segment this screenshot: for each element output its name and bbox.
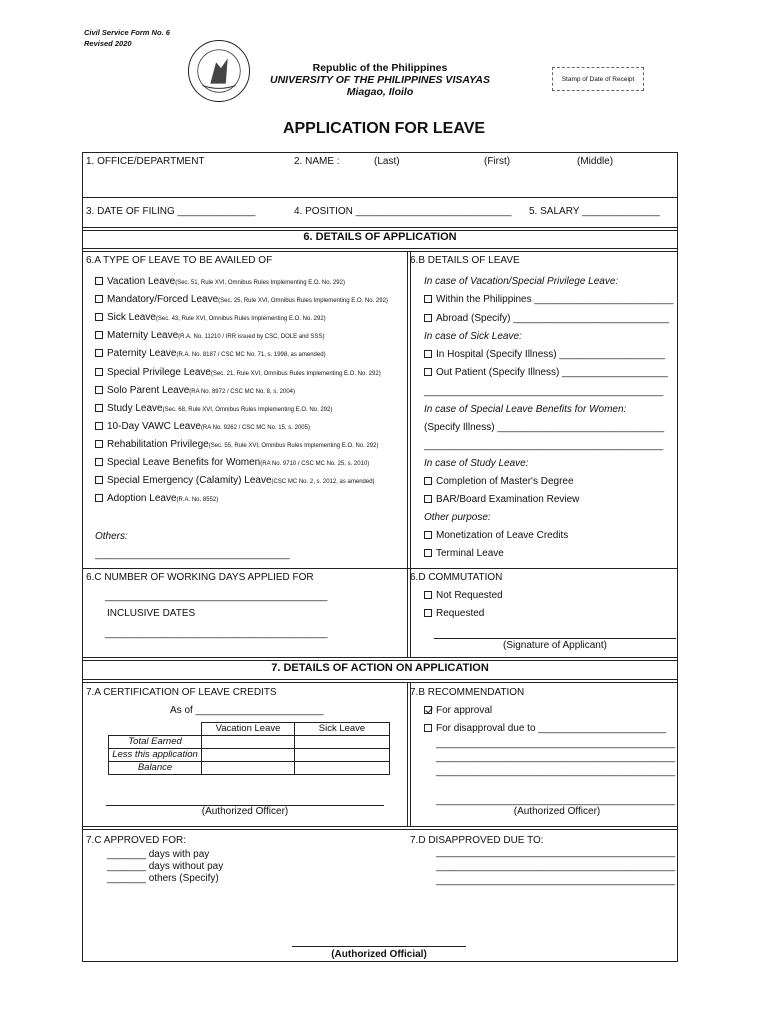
leave-type-option[interactable]: [95, 385, 295, 398]
leave-type-reference: (Sec. 55, Rule XVI, Omnibus Rules Implementing E.O. No. 292): [208, 443, 379, 449]
not-requested-checkbox[interactable]: [424, 591, 432, 599]
office-label: 1. OFFICE/DEPARTMENT: [86, 156, 205, 167]
bar-review-label: BAR/Board Examination Review: [436, 494, 580, 505]
divider: [83, 682, 677, 683]
divider: [83, 657, 677, 658]
column-divider: [407, 251, 408, 657]
in-hospital-label: In Hospital (Specify Illness) ___________________: [436, 349, 666, 360]
table-row: [109, 762, 390, 775]
section-6d-heading: 6.D COMMUTATION: [410, 572, 503, 583]
leave-type-checkbox[interactable]: [95, 494, 103, 502]
leave-type-reference: (R.A. No. 11210 / IRR issued by CSC, DOLE and SSS): [178, 334, 325, 340]
leave-type-label: Adoption Leave: [107, 493, 177, 504]
in-hospital-option[interactable]: [424, 349, 665, 361]
others-label: Others:: [95, 531, 128, 542]
leave-type-option[interactable]: [95, 330, 324, 343]
divider: [83, 829, 677, 830]
leave-type-checkbox[interactable]: [95, 404, 103, 412]
signature-label: (Signature of Applicant): [503, 640, 607, 651]
leave-type-label: Study Leave: [107, 403, 163, 414]
leave-type-checkbox[interactable]: [95, 349, 103, 357]
stamp-label: Stamp of Date of Receipt: [561, 75, 635, 83]
section-6b-heading: 6.B DETAILS OF LEAVE: [410, 255, 520, 266]
leave-type-option[interactable]: [95, 367, 381, 380]
for-disapproval-option[interactable]: [424, 723, 666, 735]
leave-type-reference: (R.A. No. 8552): [176, 497, 219, 503]
form-number: [84, 27, 170, 49]
section-6-heading: 6. DETAILS OF APPLICATION: [303, 231, 457, 243]
bar-review-option[interactable]: [424, 494, 579, 506]
balance-label: Balance: [109, 762, 202, 775]
women-illness-line[interactable]: ___________________________________________: [424, 440, 664, 451]
divider: [83, 197, 677, 198]
not-requested-label: Not Requested: [436, 590, 503, 601]
section-7b-heading: 7.B RECOMMENDATION: [410, 687, 525, 698]
leave-type-checkbox[interactable]: [95, 295, 103, 303]
leave-type-label: Special Leave Benefits for Women: [107, 457, 261, 468]
abroad-label: Abroad (Specify) ____________________________: [436, 313, 669, 324]
study-case-label: In case of Study Leave:: [424, 458, 529, 469]
table-row: [109, 736, 390, 749]
leave-type-checkbox[interactable]: [95, 386, 103, 394]
masters-option[interactable]: [424, 476, 574, 488]
for-approval-checkbox[interactable]: [424, 706, 432, 714]
vacation-case-label: In case of Vacation/Special Privilege Leave:: [424, 276, 619, 287]
section-6a-heading: 6.A TYPE OF LEAVE TO BE AVAILED OF: [86, 255, 273, 266]
disapproved-reason-line[interactable]: ___________________________________________: [436, 875, 676, 886]
leave-type-label: Special Privilege Leave: [107, 367, 211, 378]
receipt-stamp-box: [552, 67, 644, 91]
date-of-filing-field[interactable]: 3. DATE OF FILING ______________: [86, 206, 256, 217]
inclusive-dates-label: INCLUSIVE DATES: [107, 608, 196, 619]
leave-type-option[interactable]: [95, 276, 345, 289]
seal-graphic: [189, 41, 249, 101]
total-earned-sl-cell[interactable]: [295, 736, 390, 749]
leave-type-checkbox[interactable]: [95, 476, 103, 484]
monetization-label: Monetization of Leave Credits: [436, 530, 569, 541]
not-requested-option[interactable]: [424, 590, 503, 602]
leave-type-reference: (RA No. 9710 / CSC MC No. 25, s. 2010): [260, 461, 370, 467]
leave-type-reference: (Sec. 51, Rule XVI, Omnibus Rules Implementing E.O. No. 292): [175, 280, 345, 286]
leave-type-option[interactable]: [95, 421, 310, 434]
divider: [83, 826, 677, 827]
within-philippines-option[interactable]: [424, 294, 673, 306]
leave-type-reference: (RA No. 8972 / CSC MC No. 8, s. 2004): [189, 389, 295, 395]
leave-type-option[interactable]: [95, 439, 378, 452]
section-7a-heading: 7.A CERTIFICATION OF LEAVE CREDITS: [86, 687, 277, 698]
out-patient-checkbox[interactable]: [424, 368, 432, 376]
bar-review-checkbox[interactable]: [424, 495, 432, 503]
leave-type-label: Vacation Leave: [107, 276, 176, 287]
disapproval-reason-line[interactable]: ___________________________________________: [436, 738, 676, 749]
table-row: [109, 749, 390, 762]
leave-type-label: Mandatory/Forced Leave: [107, 294, 219, 305]
monetization-option[interactable]: [424, 530, 568, 542]
divider: [83, 660, 677, 661]
balance-vl-cell[interactable]: [202, 762, 295, 775]
for-approval-option[interactable]: [424, 705, 492, 717]
days-without-pay-field[interactable]: _______ days without pay: [107, 861, 224, 872]
leave-type-reference: (Sec. 43, Rule XVI, Omnibus Rules Implementing E.O. No. 292): [155, 316, 326, 322]
disapproval-reason-line[interactable]: ___________________________________________: [436, 766, 676, 777]
table-corner: [109, 723, 202, 736]
less-application-vl-cell[interactable]: [202, 749, 295, 762]
revised-text: Revised 2020: [84, 39, 132, 48]
table-header-row: [109, 723, 390, 736]
disapproved-reason-line[interactable]: ___________________________________________: [436, 847, 676, 858]
leave-type-label: Paternity Leave: [107, 348, 177, 359]
university-name: UNIVERSITY OF THE PHILIPPINES VISAYAS: [270, 74, 490, 86]
for-disapproval-checkbox[interactable]: [424, 724, 432, 732]
others-field[interactable]: ___________________________________: [95, 549, 290, 560]
abroad-checkbox[interactable]: [424, 314, 432, 322]
vacation-leave-column: Vacation Leave: [202, 723, 295, 736]
leave-type-checkbox[interactable]: [95, 422, 103, 430]
disapproved-reason-line[interactable]: ___________________________________________: [436, 861, 676, 872]
signature-line[interactable]: [434, 638, 676, 639]
name-last-label: (Last): [374, 156, 400, 167]
leave-type-reference: (Sec. 68, Rule XVI, Omnibus Rules Implementing E.O. No. 292): [162, 407, 333, 413]
leave-type-option[interactable]: [95, 475, 375, 488]
leave-type-checkbox[interactable]: [95, 331, 103, 339]
other-purpose-label: Other purpose:: [424, 512, 491, 523]
in-hospital-checkbox[interactable]: [424, 350, 432, 358]
disapproval-reason-line[interactable]: ___________________________________________: [436, 752, 676, 763]
for-disapproval-label: For disapproval due to _______________________: [436, 723, 667, 734]
terminal-leave-label: Terminal Leave: [436, 548, 504, 559]
republic-text: Republic of the Philippines: [312, 62, 448, 74]
for-approval-label: For approval: [436, 705, 493, 716]
leave-credits-table: [108, 722, 390, 775]
less-application-label: Less this application: [109, 749, 202, 762]
divider: [83, 251, 677, 252]
authorized-official-label: (Authorized Official): [331, 949, 427, 960]
leave-type-checkbox[interactable]: [95, 440, 103, 448]
section-7-heading: 7. DETAILS OF ACTION ON APPLICATION: [271, 662, 489, 674]
authorized-officer-label-7a: (Authorized Officer): [201, 806, 289, 817]
total-earned-vl-cell[interactable]: [202, 736, 295, 749]
leave-type-option[interactable]: [95, 457, 369, 470]
less-application-sl-cell[interactable]: [295, 749, 390, 762]
leave-type-label: 10-Day VAWC Leave: [107, 421, 201, 432]
terminal-leave-checkbox[interactable]: [424, 549, 432, 557]
leave-type-label: Maternity Leave: [107, 330, 179, 341]
name-label: 2. NAME :: [294, 156, 340, 167]
women-illness-field[interactable]: (Specify Illness) ______________________________: [424, 422, 665, 433]
leave-type-reference: (Sec. 25, Rule XVI, Omnibus Rules Implementing E.O. No. 292): [218, 298, 388, 304]
abroad-option[interactable]: [424, 313, 669, 325]
leave-type-reference: (RA No. 9262 / CSC MC No. 15, s. 2005): [200, 425, 310, 431]
sick-illness-field[interactable]: ___________________________________________: [424, 386, 664, 397]
days-with-pay-field[interactable]: _______ days with pay: [107, 849, 210, 860]
others-specify-field[interactable]: _______ others (Specify): [107, 873, 219, 884]
page-title: APPLICATION FOR LEAVE: [282, 120, 486, 137]
leave-type-label: Special Emergency (Calamity) Leave: [107, 475, 272, 486]
inclusive-dates-field[interactable]: ________________________________________: [105, 628, 328, 639]
leave-type-option[interactable]: [95, 312, 326, 325]
leave-type-reference: (Sec. 21, Rule XVI, Omnibus Rules Implementing E.O. No. 292): [210, 371, 381, 377]
leave-type-option[interactable]: [95, 403, 332, 416]
out-patient-label: Out Patient (Specify Illness) ___________________: [436, 367, 668, 378]
leave-type-label: Sick Leave: [107, 312, 156, 323]
divider: [83, 679, 677, 680]
university-seal-icon: [188, 40, 250, 102]
name-middle-label: (Middle): [577, 156, 614, 167]
masters-checkbox[interactable]: [424, 477, 432, 485]
within-philippines-label: Within the Philippines _________________________: [436, 294, 674, 305]
section-7d-heading: 7.D DISAPPROVED DUE TO:: [410, 835, 544, 846]
officer-signature-line-7b[interactable]: ___________________________________________: [436, 795, 676, 806]
leave-type-option[interactable]: [95, 294, 388, 307]
monetization-checkbox[interactable]: [424, 531, 432, 539]
institution-header: [260, 62, 500, 98]
leave-type-checkbox[interactable]: [95, 458, 103, 466]
leave-type-option[interactable]: [95, 348, 326, 361]
divider: [83, 568, 677, 569]
terminal-leave-option[interactable]: [424, 548, 504, 560]
requested-label: Requested: [436, 608, 485, 619]
location-text: Miagao, Iloilo: [346, 86, 414, 98]
official-signature-line[interactable]: [292, 946, 466, 947]
working-days-field[interactable]: ________________________________________: [105, 591, 328, 602]
salary-field[interactable]: 5. SALARY ______________: [529, 206, 660, 217]
requested-option[interactable]: [424, 608, 484, 620]
leave-type-checkbox[interactable]: [95, 277, 103, 285]
divider: [83, 248, 677, 249]
as-of-field[interactable]: As of _______________________: [170, 705, 324, 716]
column-divider: [410, 251, 411, 657]
divider: [83, 227, 677, 228]
leave-type-reference: (CSC MC No. 2, s. 2012, as amended): [271, 479, 375, 485]
leave-type-option[interactable]: [95, 493, 218, 506]
authorized-officer-label-7b: (Authorized Officer): [513, 806, 601, 817]
requested-checkbox[interactable]: [424, 609, 432, 617]
section-7c-heading: 7.C APPROVED FOR:: [86, 835, 187, 846]
column-divider: [410, 682, 411, 826]
section-6c-heading: 6.C NUMBER OF WORKING DAYS APPLIED FOR: [86, 572, 314, 583]
total-earned-label: Total Earned: [109, 736, 202, 749]
leave-type-label: Rehabilitation Privilege: [107, 439, 209, 450]
sick-case-label: In case of Sick Leave:: [424, 331, 522, 342]
leave-type-checkbox[interactable]: [95, 313, 103, 321]
form-number-text: Civil Service Form No. 6: [84, 28, 170, 37]
leave-type-checkbox[interactable]: [95, 368, 103, 376]
within-philippines-checkbox[interactable]: [424, 295, 432, 303]
leave-type-label: Solo Parent Leave: [107, 385, 190, 396]
masters-label: Completion of Master's Degree: [436, 476, 574, 487]
name-first-label: (First): [484, 156, 511, 167]
column-divider: [407, 682, 408, 826]
women-case-label: In case of Special Leave Benefits for Women:: [424, 404, 627, 415]
leave-type-reference: (R.A. No. 8187 / CSC MC No. 71, s. 1998, as amended): [176, 352, 326, 358]
position-field[interactable]: 4. POSITION ____________________________: [294, 206, 512, 217]
balance-sl-cell[interactable]: [295, 762, 390, 775]
sick-leave-column: Sick Leave: [295, 723, 390, 736]
out-patient-option[interactable]: [424, 367, 668, 379]
